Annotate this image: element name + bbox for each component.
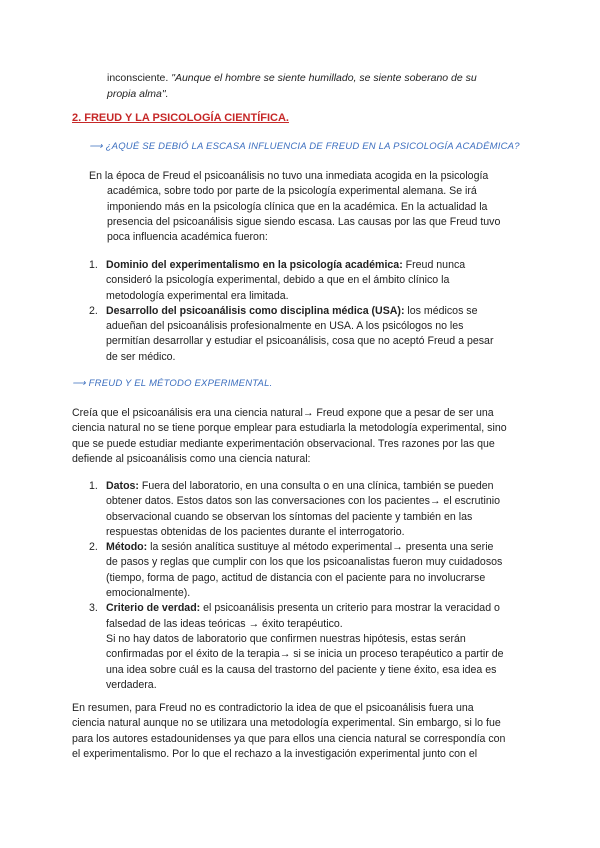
list-item-heading: Desarrollo del psicoanálisis como disciplina médica (USA): — [106, 304, 405, 317]
intro-quote-end: propia alma". — [107, 88, 169, 100]
paragraph-method — [72, 406, 507, 467]
list-item-text: Freud nunca — [402, 259, 466, 271]
list-number: 2. — [89, 304, 98, 317]
list-item-line: consideró la psicología experimental, debido a que en el ámbito clínico la — [106, 274, 450, 287]
paragraph-line: ciencia natural no se tiene porque emplear para estudiarla la metodología experimental, sino — [72, 422, 507, 435]
list-item-heading: Datos: — [106, 480, 139, 492]
natural-science-reasons-list — [89, 479, 503, 693]
list-number: 3. — [89, 602, 98, 615]
list-item-text: el psicoanálisis presenta un criterio para mostrar la veracidad o — [200, 602, 500, 615]
list-item-line: de pasos y reglas que cumplir con los que los psicoanalistas fueron muy cuidadosos — [106, 556, 503, 569]
list-item-line: observacional cuando se observan los síntomas del paciente y también en las — [106, 510, 473, 523]
influence-causes-list — [89, 258, 493, 365]
list-number: 1. — [89, 480, 98, 492]
paragraph-line: el experimentalismo. Por lo que el rechazo a la investigación experimental junto con el — [72, 747, 478, 760]
paragraph-line: En la época de Freud el psicoanálisis no tuvo una inmediata acogida en la psicología — [89, 170, 489, 182]
list-item-line: metodología experimental era limitada. — [106, 289, 289, 302]
list-item-line: adueñan del psicoanálisis profesionalmente en USA. A los psicólogos no les — [106, 320, 464, 333]
intro-plain-text: inconsciente. — [107, 72, 172, 84]
paragraph-line: defiende al psicoanálisis como una ciencia natural: — [72, 452, 311, 465]
list-item-line: falsedad de las ideas teóricas → éxito terapéutico. — [106, 617, 343, 630]
list-item-line: emocionalmente). — [106, 587, 191, 600]
list-item-line: (tiempo, forma de pago, actitud de distancia con el paciente para no involucrarse — [106, 571, 486, 584]
intro-line-1 — [107, 70, 477, 86]
paragraph-line: que se puede estudiar mediante experimentación observacional. Tres razones por las que — [72, 437, 495, 450]
paragraph-line: Creía que el psicoanálisis era una ciencia natural→ Freud expone que a pesar de ser una — [72, 407, 494, 419]
list-item-line: obtener datos. Estos datos son las conversaciones con los pacientes→ el escrutinio — [106, 495, 500, 508]
subheading-influence: ⟶ ¿AQUÉ SE DEBIÓ LA ESCASA INFLUENCIA DE FREUD EN LA PSICOLOGÍA ACADÉMICA? — [89, 141, 520, 152]
list-item-heading: Dominio del experimentalismo en la psicología académica: — [106, 259, 403, 271]
paragraph-line: ciencia natural aunque no se utilizara una metodología experimental. Sin embargo, si lo fue — [72, 717, 501, 730]
list-item-line: una idea sobre cuál es la causa del trastorno del paciente y tiene éxito, esa idea es — [106, 663, 497, 676]
list-number: 2. — [89, 541, 98, 554]
paragraph-influence — [89, 169, 500, 245]
list-item-text: Fuera del laboratorio, en una consulta o en una clínica, también se pueden — [138, 480, 494, 492]
list-item-text: la sesión analítica sustituye al método experimental→ presenta una serie — [147, 541, 494, 554]
paragraph-line: para los autores estadounidenses ya que para ellos una ciencia natural se correspondía con — [72, 732, 506, 745]
paragraph-line: poca influencia académica fueron: — [107, 231, 268, 244]
list-item-line: Si no hay datos de laboratorio que confirmen nuestras hipótesis, estas serán — [106, 632, 466, 645]
paragraph-line: imponiendo más en la psicología clínica que en la académica. En la actualidad la — [107, 200, 488, 213]
list-item-line: confirmadas por el éxito de la terapia→ si se inicia un proceso terapéutico a partir de — [106, 648, 504, 661]
intro-line-2 — [107, 86, 169, 102]
list-item-heading: Método: — [106, 541, 148, 554]
list-item — [89, 601, 503, 693]
subheading-method: ⟶ FREUD Y EL MÉTODO EXPERIMENTAL. — [72, 378, 273, 389]
list-item-line: verdadera. — [106, 678, 157, 691]
list-item — [89, 258, 493, 304]
list-item — [89, 304, 493, 365]
list-item-line: respuestas obtenidas de los pacientes durante el interrogatorio. — [106, 525, 405, 538]
list-item-text: los médicos se — [404, 304, 478, 317]
paragraph-line: académica, sobre todo por parte de la psicología experimental alemana. Se irá — [107, 185, 477, 198]
list-item-line: de ser médico. — [106, 350, 176, 363]
list-item — [89, 540, 503, 601]
list-number: 1. — [89, 259, 98, 271]
paragraph-line: presencia del psicoanálisis sigue siendo escasa. Las causas por las que Freud tuvo — [107, 215, 501, 228]
intro-quote: "Aunque el hombre se siente humillado, se siente soberano de su — [171, 72, 477, 84]
paragraph-line: En resumen, para Freud no es contradictorio la idea de que el psicoanálisis fuera una — [72, 702, 474, 714]
list-item-heading: Criterio de verdad: — [106, 602, 201, 615]
section-title: 2. FREUD Y LA PSICOLOGÍA CIENTÍFICA. — [72, 112, 289, 124]
list-item — [89, 479, 503, 540]
paragraph-summary — [72, 701, 505, 762]
list-item-line: permitían desarrollar y estudiar el psicoanálisis, cosa que no aceptó Freud a pesar — [106, 335, 494, 348]
